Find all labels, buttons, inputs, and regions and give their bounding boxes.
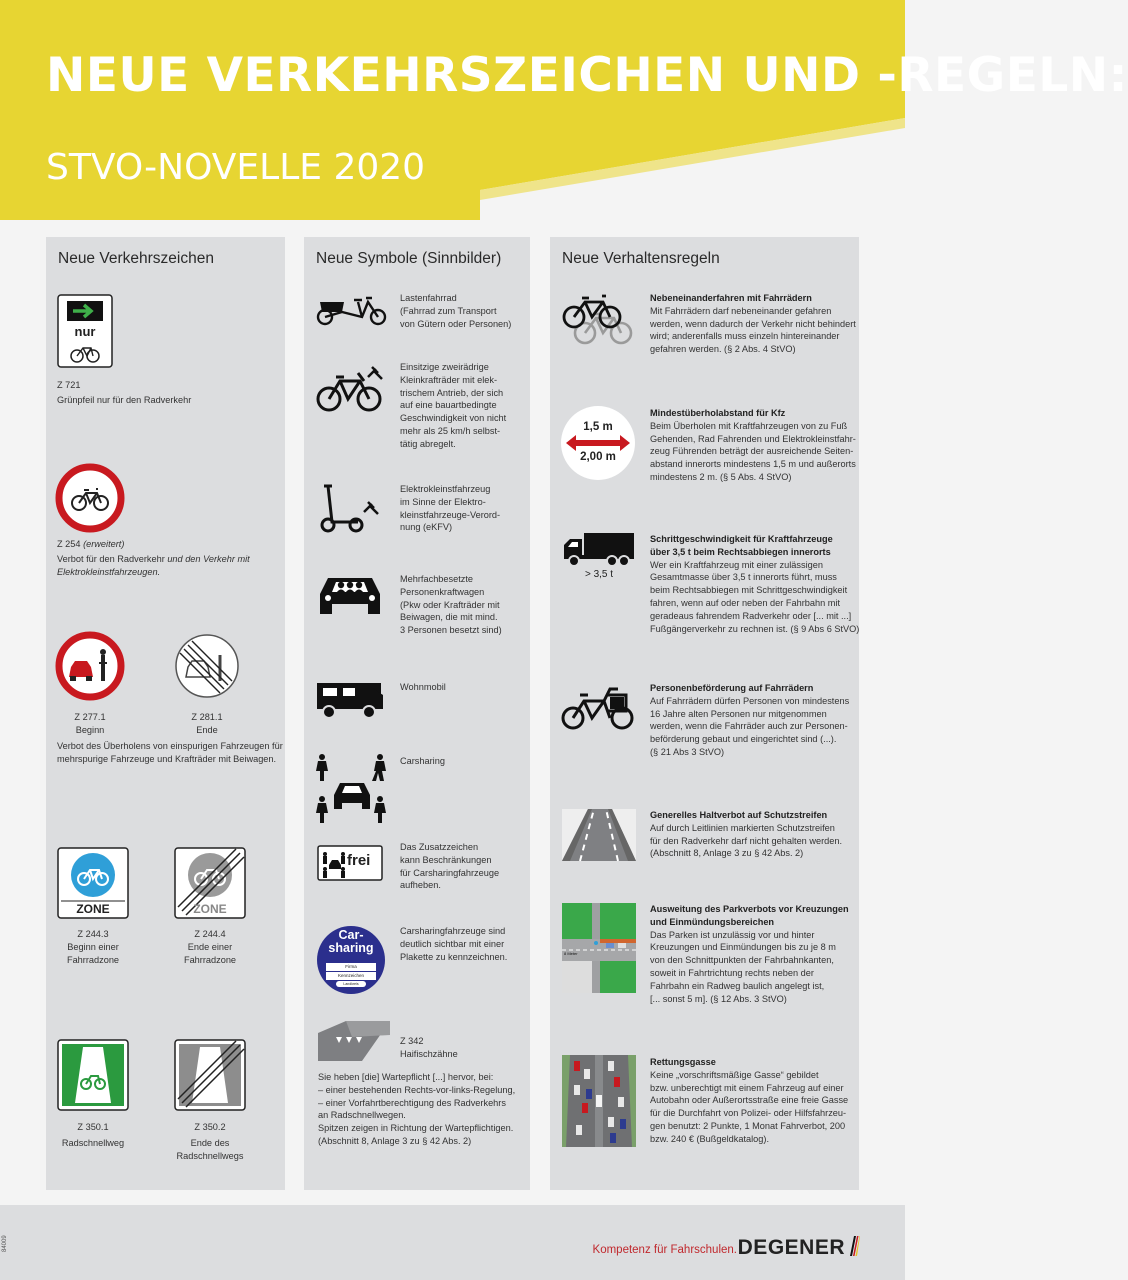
desc-line: Beiwagen, die mit mind. <box>400 612 498 623</box>
desc-line: aufheben. <box>400 880 441 891</box>
cargo-bike-desc <box>400 292 528 330</box>
rule-line: abstand innerorts mindestens 1,5 m und außerorts <box>650 459 856 470</box>
z3501-code: Z 350.1 <box>77 1122 109 1132</box>
column-signs <box>46 237 285 1190</box>
desc-line: Geschwindigkeit von nicht <box>400 413 507 424</box>
z281-code: Z 281.1 <box>191 712 223 722</box>
desc-line: von Gütern oder Personen) <box>400 318 512 329</box>
rule-line: (Abschnitt 8, Anlage 3 zu § 42 Abs. 2) <box>650 848 804 859</box>
footer-slogan: Kompetenz für Fahrschulen. <box>592 1244 737 1256</box>
rule-line: Mit Fahrrädern darf nebeneinander gefahren <box>650 305 832 316</box>
brand-logo: DEGENER <box>737 1236 845 1259</box>
page-subtitle: STVO-NOVELLE 2020 <box>46 147 426 188</box>
z3502-label: Ende des Radschnellwegs <box>176 1138 244 1161</box>
desc-line: (Abschnitt 8, Anlage 3 zu § 42 Abs. 2) <box>318 1135 472 1146</box>
cargo-bike-icon <box>316 290 390 326</box>
desc-line: im Sinne der Elektro- <box>400 496 486 507</box>
z342-code: Z 342 <box>400 1036 424 1046</box>
rule-line: Autobahn oder Außerortsstraße eine freie Gasse <box>650 1095 849 1106</box>
rule-line: Fahrbahn ein Radweg baulich angelegt ist, <box>650 980 825 991</box>
rule-halt <box>650 809 855 860</box>
column-heading: Neue Verhaltensregeln <box>562 250 720 267</box>
rule-line: (§ 21 Abs 3 StVO) <box>650 746 725 757</box>
rule-line: gefahren werden. (§ 2 Abs. 4 StVO) <box>650 344 796 355</box>
intersection-map-image <box>562 903 636 993</box>
z254-code: Z 254 <box>57 539 81 549</box>
desc-line: Das Zusatzzeichen <box>400 842 479 852</box>
z342-label: Haifischzähne <box>400 1049 458 1059</box>
green-arrow-sign <box>57 294 113 368</box>
sign-text: ZONE <box>76 902 110 916</box>
rule-line: Auf durch Leitlinien markierten Schutzstreifen <box>650 822 835 833</box>
z721-desc: Grünpfeil nur für den Radverkehr <box>57 395 192 405</box>
z721-code: Z 721 <box>57 380 81 390</box>
distance-top: 1,5 m <box>583 421 613 433</box>
rule-line: beförderung gebaut und eingerichtet sind (...). <box>650 734 837 745</box>
carsharing-frei-sign <box>317 845 383 881</box>
distance-bottom: 2,00 m <box>580 451 616 463</box>
rule-title: Ausweitung des Parkverbots vor Kreuzungen <box>650 904 849 914</box>
end-no-overtaking-sign <box>174 633 240 699</box>
rule-line: werden, wenn die Fahrräder auch zur Personen- <box>650 721 848 732</box>
truck-label: > 3,5 t <box>584 569 614 580</box>
brand-flag-icon <box>848 1236 860 1261</box>
desc-line: kleinstfahrzeuge-Verord- <box>400 509 501 520</box>
badge-field-kennzeichen: Kennzeichen <box>337 973 365 978</box>
z254-note: (erweitert) <box>83 539 125 549</box>
rule-title: Nebeneinanderfahren mit Fahrrädern <box>650 293 812 303</box>
rule-rettungsgasse <box>650 1056 855 1146</box>
end-bicycle-zone-sign <box>174 847 246 919</box>
motorhome-icon <box>315 677 387 721</box>
rule-line: für die Durchfahrt von Polizei- oder Hilfsfahrzeu- <box>650 1108 847 1119</box>
z3501-label: Radschnellweg <box>61 1138 125 1148</box>
rule-line: zeug Führenden beträgt der ausreichende Seiten- <box>650 446 854 457</box>
z2444-line: Fahrradzone <box>183 955 237 965</box>
z254-desc <box>57 553 282 579</box>
rule-line: werden, wenn dadurch der Verkehr nicht behindert <box>650 318 856 329</box>
page-title: NEUE VERKEHRSZEICHEN UND -REGELN: <box>46 48 1128 103</box>
carsharing-desc: Carsharing <box>400 756 445 766</box>
rule-line: Kreuzungen und Einmündungen bis zu je 8 m <box>650 942 836 953</box>
desc-line: auf eine bauartbedingte <box>400 400 497 411</box>
carsharing-badge <box>316 925 386 995</box>
map-label: 8 Meter <box>564 951 578 956</box>
desc-line: Einsitzige zweirädrige <box>400 362 489 372</box>
desc-line: an Radschnellwegen. <box>318 1110 406 1121</box>
column-symbols <box>304 237 530 1190</box>
no-overtaking-sign <box>57 633 123 699</box>
desc-line: Sie heben [die] Wartepflicht [...] hervor, bei: <box>318 1072 494 1082</box>
z254-desc-1: Verbot für den Radverkehr <box>57 554 165 564</box>
badge-line-1: Car- <box>338 928 364 942</box>
desc-line: deutlich sichtbar mit einer <box>400 938 505 949</box>
rule-title: Personenbeförderung auf Fahrrädern <box>650 683 814 693</box>
rule-line: geradeaus fahrendem Radverkehr oder [... mit ...] <box>650 610 852 621</box>
desc-line: Carsharingfahrzeuge sind <box>400 926 506 936</box>
desc-line: (Fahrrad zum Transport <box>400 305 497 316</box>
rule-personen <box>650 682 855 759</box>
zusatz-desc <box>400 841 528 892</box>
bicycle-highway-sign <box>57 1039 129 1111</box>
desc-line: tätig abregelt. <box>400 438 456 449</box>
desc-line: Personenkraftwagen <box>400 586 485 597</box>
rule-title: Rettungsgasse <box>650 1057 716 1067</box>
no-bicycle-sign <box>57 465 123 531</box>
rule-line: mindestens 2 m. (§ 5 Abs. 4 StVO) <box>650 471 792 482</box>
badge-field-landkreis: Landkreis <box>343 982 359 986</box>
desc-line: (Pkw oder Krafträder mit <box>400 599 500 610</box>
rule-line: bzw. 240 € (Bußgeldkatalog). <box>650 1133 769 1144</box>
badge-line-2: sharing <box>328 941 374 955</box>
rule-line: 16 Jahre alten Personen nur mitgenommen <box>650 708 827 719</box>
column-heading: Neue Verkehrszeichen <box>58 250 214 267</box>
rule-line: Das Parken ist unzulässig vor und hinter <box>650 929 815 940</box>
rule-line: Wer ein Kraftfahrzeug mit einer zulässigen <box>650 559 823 570</box>
desc-line: Spitzen zeigen in Richtung der Wartepflichtigen. <box>318 1123 514 1134</box>
desc-line: – einer Vorfahrtberechtigung des Radverkehrs <box>318 1097 506 1108</box>
z342-desc <box>318 1071 528 1148</box>
desc-line: Mehrfachbesetzte <box>400 574 474 584</box>
sign-text: ZONE <box>193 902 227 916</box>
desc-line: nung (eKFV) <box>400 522 453 533</box>
passenger-bicycle-icon <box>560 681 636 731</box>
e-scooter-desc <box>400 483 528 534</box>
carsharing-icon <box>314 751 390 827</box>
desc-line: Kleinkrafträder mit elek- <box>400 374 498 385</box>
print-code: 84009 <box>2 1235 8 1252</box>
z2443-line: Fahrradzone <box>66 955 120 965</box>
rule-abstand <box>650 407 855 484</box>
two-bicycles-icon <box>560 290 636 348</box>
z277-code: Z 277.1 <box>74 712 106 722</box>
rule-line: Auf Fahrrädern dürfen Personen von mindestens <box>650 695 850 706</box>
z2443-code: Z 244.3 <box>77 929 109 939</box>
badge-field-firma: Firma <box>345 964 357 969</box>
z277-label: Beginn <box>75 725 105 735</box>
e-scooter-icon <box>318 482 380 534</box>
desc-line: – einer bestehenden Rechts-vor-links-Regelung, <box>318 1084 516 1095</box>
rule-line: Keine „vorschriftsmäßige Gasse“ gebildet <box>650 1069 819 1080</box>
z254-code-line <box>57 538 124 551</box>
rule-line: wird; anderenfalls muss einzeln hintereinander <box>650 331 840 342</box>
desc-line: für Carsharingfahrzeuge <box>400 867 500 878</box>
z281-label: Ende <box>196 725 218 735</box>
rule-title: und Einmündungsbereichen <box>650 916 775 927</box>
truck-icon <box>562 531 636 567</box>
shark-teeth-marking <box>318 1021 390 1061</box>
rule-parken <box>650 903 855 1005</box>
desc-line: trischem Antrieb, der sich <box>400 387 504 398</box>
rule-line: Beim Überholen mit Kraftfahrzeugen von zu Fuß <box>650 420 848 431</box>
end-bicycle-highway-sign <box>174 1039 246 1111</box>
desc-line: mehr als 25 km/h selbst- <box>400 425 501 436</box>
desc-line: Lastenfahrrad <box>400 293 457 303</box>
multi-occupant-car-icon <box>316 570 384 616</box>
desc-line: 3 Personen besetzt sind) <box>400 625 502 636</box>
protective-lane-image <box>562 809 636 861</box>
desc-line: kann Beschränkungen <box>400 854 492 865</box>
rule-line: fahren, wenn auf oder neben der Fahrbahn mit <box>650 597 840 608</box>
rule-line: gen benutzt: 2 Punkte, 1 Monat Fahrverbot, 200 <box>650 1120 846 1131</box>
z2444-code: Z 244.4 <box>194 929 226 939</box>
rule-line: beim Rechtsabbiegen mit Schrittgeschwindigkeit <box>650 585 848 596</box>
rule-title: Schrittgeschwindigkeit für Kraftfahrzeuge <box>650 534 833 544</box>
e-bike-icon <box>316 365 384 413</box>
rule-title: Generelles Haltverbot auf Schutzstreifen <box>650 810 828 820</box>
e-bike-desc <box>400 361 528 451</box>
rule-line: Gehenden, Rad Fahrenden und Elektrokleinstfahr- <box>650 433 856 444</box>
rule-line: für den Radverkehr darf nicht gehalten werden. <box>650 835 843 846</box>
rule-schritt <box>650 533 860 635</box>
overtake-desc <box>57 740 282 766</box>
rule-line: von den Schnittpunkten der Fahrbahnkanten, <box>650 955 834 966</box>
passing-distance-sign <box>560 405 636 481</box>
rule-line: soweit in Fahrtrichtung rechts neben der <box>650 967 814 978</box>
desc-line: Plakette zu kennzeichnen. <box>400 951 508 962</box>
sign-text: frei <box>347 852 371 869</box>
z3502-code: Z 350.2 <box>194 1122 226 1132</box>
bicycle-zone-sign <box>57 847 129 919</box>
sign-text: nur <box>74 324 96 339</box>
plakette-desc <box>400 925 528 963</box>
z254-desc-3: Elektrokleinstfahrzeugen. <box>57 566 161 577</box>
rule-nebeneinander <box>650 292 855 356</box>
z2443-line: Beginn einer <box>67 942 119 952</box>
badge-title <box>316 929 386 955</box>
rule-line: [... sonst 5 m]. (§ 12 Abs. 3 StVO) <box>650 993 787 1004</box>
multi-occupant-desc <box>400 573 528 637</box>
desc-line: Elektrokleinstfahrzeug <box>400 484 491 494</box>
rule-title: Mindestüberholabstand für Kfz <box>650 408 786 418</box>
overtake-desc-line: mehrspurige Fahrzeuge und Krafträder mit Beiwagen. <box>57 753 277 764</box>
motorhome-desc: Wohnmobil <box>400 682 446 692</box>
rule-line: Fußgängerverkehr zu rechnen ist. (§ 9 Abs 6 StVO) <box>650 623 860 634</box>
rule-title: über 3,5 t beim Rechtsabbiegen innerorts <box>650 546 831 557</box>
emergency-lane-image <box>562 1055 636 1147</box>
rule-line: Gesamtmasse über 3,5 t innerorts führt, muss <box>650 572 837 583</box>
overtake-desc-line: Verbot des Überholens von einspurigen Fahrzeugen für <box>57 741 283 751</box>
rule-line: bzw. unberechtigt mit einem Fahrzeug auf einer <box>650 1082 844 1093</box>
z254-desc-2: und den Verkehr mit <box>164 554 250 564</box>
z2444-line: Ende einer <box>187 942 233 952</box>
column-rules <box>550 237 859 1190</box>
column-heading: Neue Symbole (Sinnbilder) <box>316 250 502 267</box>
